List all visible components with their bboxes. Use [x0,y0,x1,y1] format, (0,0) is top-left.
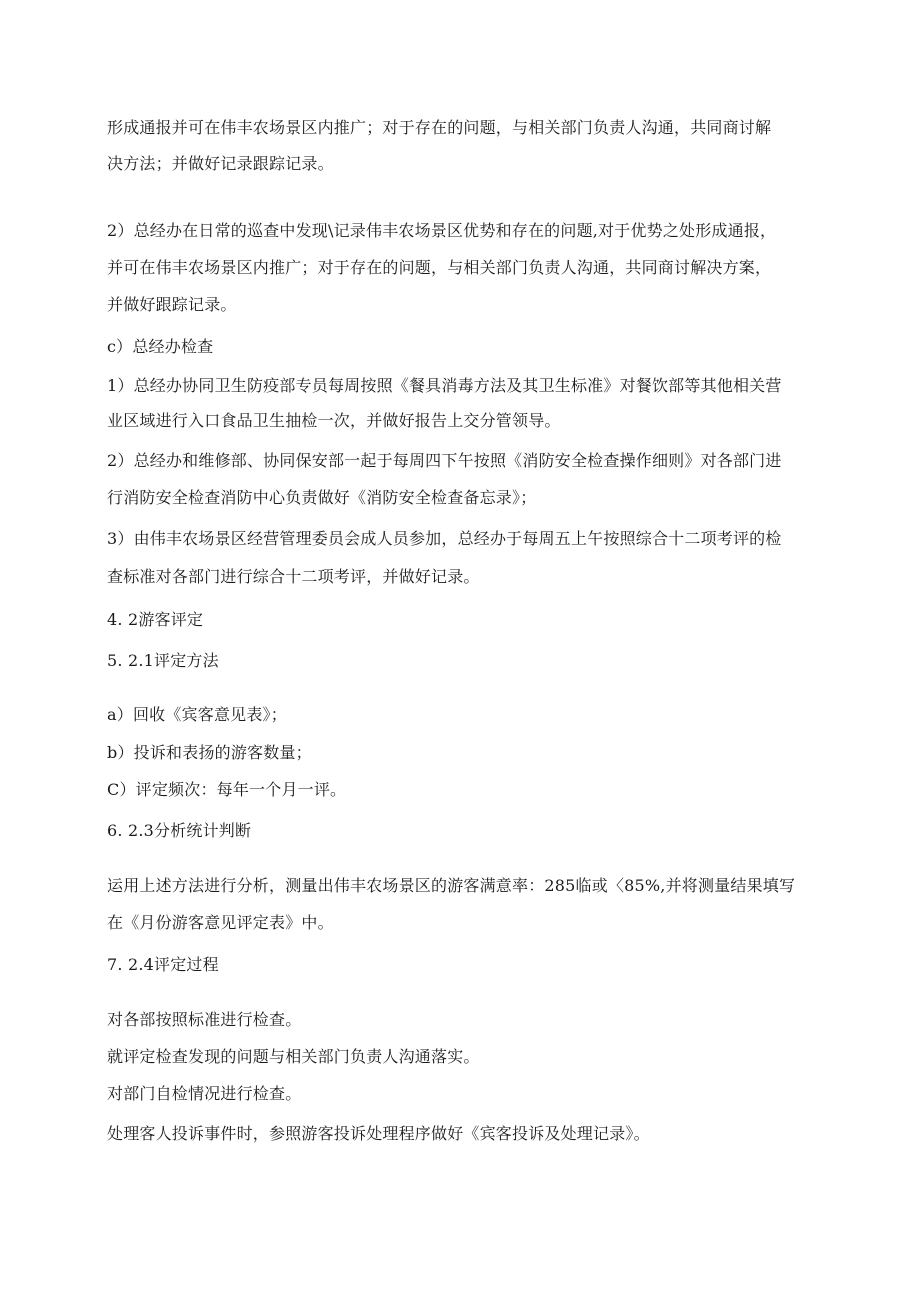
text-line: 就评定检查发现的问题与相关部门负责人沟通落实。 [107,1047,480,1066]
text-line: 并可在伟丰农场景区内推广；对于存在的问题，与相关部门负责人沟通，共同商讨解决方案， [107,258,772,277]
text-line: 查标准对各部门进行综合十二项考评，并做好记录。 [107,567,480,586]
section-heading: 7. 2.4评定过程 [107,955,219,974]
text-line: 对各部按照标准进行检查。 [107,1010,302,1029]
text-line: 处理客人投诉事件时，参照游客投诉处理程序做好《宾客投诉及处理记录》。 [107,1124,650,1143]
text-line: 业区域进行入口食品卫生抽检一次，并做好报告上交分管领导。 [107,411,561,430]
text-line: 2）总经办在日常的巡查中发现\记录伟丰农场景区优势和存在的问题,对于优势之处形成通报， [107,221,777,240]
text-line: 形成通报并可在伟丰农场景区内推广；对于存在的问题，与相关部门负责人沟通，共同商讨解 [107,118,772,137]
text-line: b）投诉和表扬的游客数量； [107,743,312,762]
text-line: a）回收《宾客意见表》； [107,705,287,724]
section-heading: c）总经办检查 [107,337,214,356]
text-line: 3）由伟丰农场景区经营管理委员会成人员参加，总经办于每周五上午按照综合十二项考评的检 [107,529,782,548]
section-heading: 5. 2.1评定方法 [107,651,219,670]
text-line: 2）总经办和维修部、协同保安部一起于每周四下午按照《消防安全检查操作细则》对各部门进 [107,451,782,470]
text-line: 1）总经办协同卫生防疫部专员每周按照《餐具消毒方法及其卫生标准》对餐饮部等其他相关营 [107,376,782,395]
text-line: 行消防安全检查消防中心负责做好《消防安全检查备忘录》； [107,488,537,507]
text-line: 运用上述方法进行分析，测量出伟丰农场景区的游客满意率：285临或〈85%,并将测量结果填写 [107,876,796,895]
text-line: 决方法；并做好记录跟踪记录。 [107,154,334,173]
section-heading: 4. 2游客评定 [107,610,204,629]
text-line: 在《月份游客意见评定表》中。 [107,913,334,932]
section-heading: 6. 2.3分析统计判断 [107,821,252,840]
text-line: C）评定频次：每年一个月一评。 [107,780,347,799]
text-line: 并做好跟踪记录。 [107,295,237,314]
text-line: 对部门自检情况进行检查。 [107,1084,302,1103]
